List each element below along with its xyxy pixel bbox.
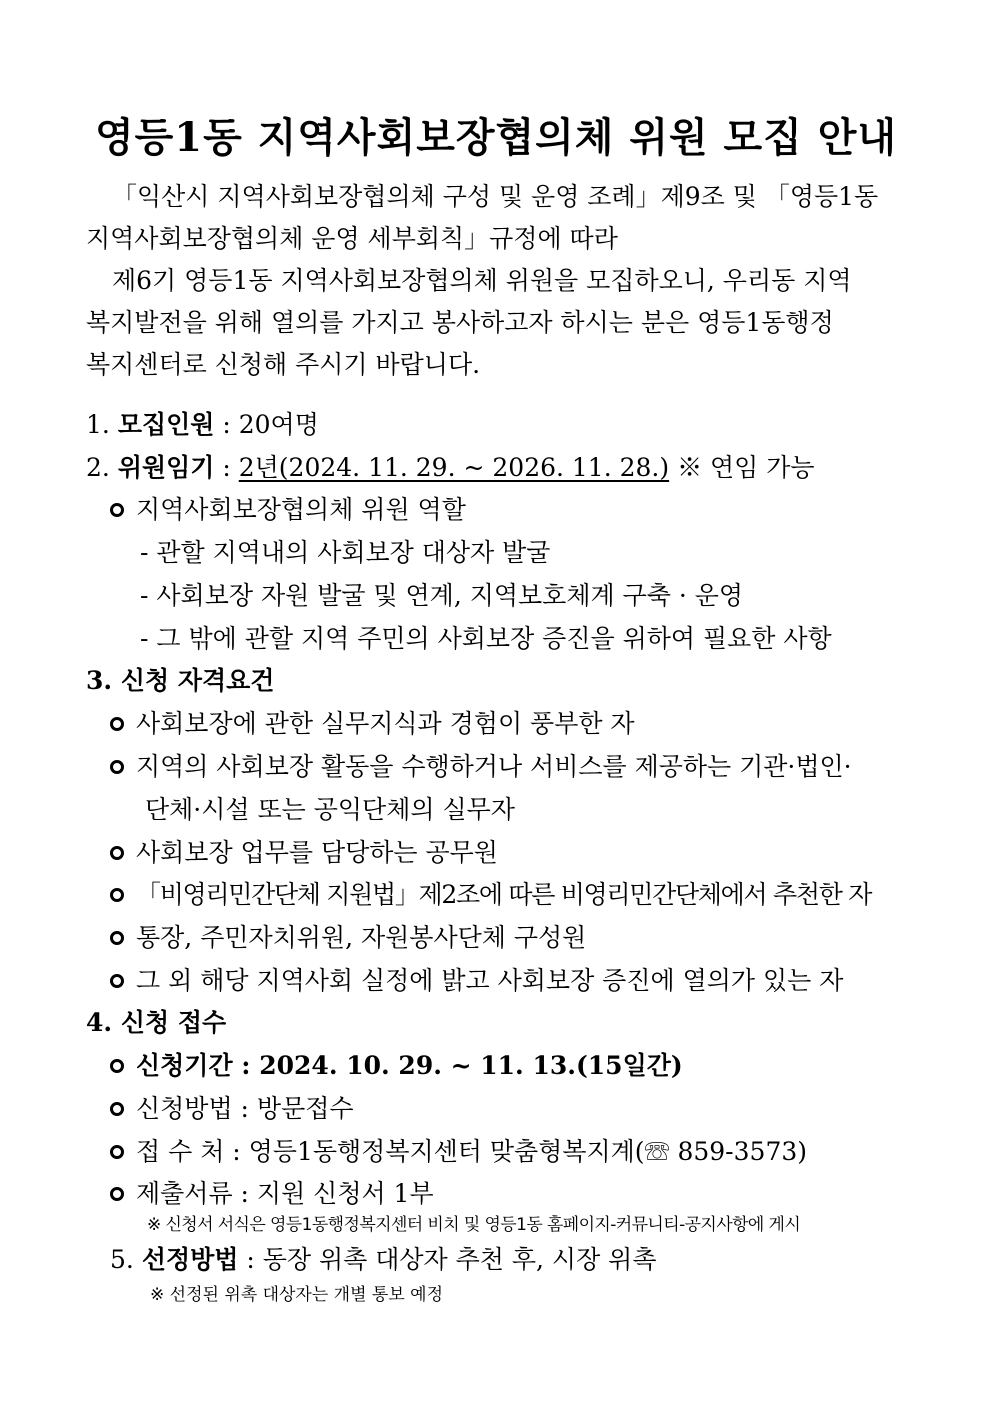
- section-number: 5.: [110, 1245, 134, 1274]
- circle-bullet-icon: [110, 1187, 124, 1201]
- eligibility-text: 지역의 사회보장 활동을 수행하거나 서비스를 제공하는 기관·법인·: [136, 752, 852, 781]
- separator: :: [214, 453, 239, 482]
- section-label: 선정방법: [141, 1245, 239, 1274]
- term-note: ※ 연임 가능: [669, 453, 815, 482]
- circle-bullet-icon: [110, 888, 124, 902]
- term-value: 2년(2024. 11. 29. ~ 2026. 11. 28.): [238, 453, 670, 482]
- intro-line: 지역사회보장협의체 운영 세부회칙」규정에 따라: [86, 224, 618, 253]
- role-item: - 관할 지역내의 사회보장 대상자 발굴: [140, 538, 551, 567]
- circle-bullet-icon: [110, 1059, 124, 1073]
- circle-bullet-icon: [110, 717, 124, 731]
- recruit-count-value: 20여명: [238, 410, 319, 439]
- eligibility-text: 사회보장에 관한 실무지식과 경험이 풍부한 자: [136, 709, 635, 738]
- section-eligibility: [86, 666, 274, 696]
- eligibility-item: [110, 966, 843, 996]
- role-title-text: 지역사회보장협의체 위원 역할: [136, 495, 466, 524]
- section-number: 3.: [86, 666, 113, 695]
- separator: :: [238, 1245, 263, 1274]
- section-label: 신청 접수: [120, 1008, 227, 1037]
- selection-note: ※ 선정된 위촉 대상자는 개별 통보 예정: [150, 1285, 443, 1305]
- application-place-text: 접 수 처 : 영등1동행정복지센터 맞춤형복지계(☏ 859-3573): [136, 1137, 808, 1166]
- separator: :: [214, 410, 239, 439]
- intro-line: 복지센터로 신청해 주시기 바랍니다.: [86, 350, 481, 379]
- application-documents: [110, 1179, 434, 1209]
- role-title: [110, 495, 466, 525]
- section-number: 4.: [86, 1008, 113, 1037]
- application-method-text: 신청방법 : 방문접수: [136, 1094, 354, 1123]
- circle-bullet-icon: [110, 1102, 124, 1116]
- section-recruit-count: [86, 410, 319, 440]
- eligibility-text: 「비영리민간단체 지원법」제2조에 따른 비영리민간단체에서 추천한 자: [136, 880, 872, 909]
- application-period-text: 신청기간 : 2024. 10. 29. ~ 11. 13.(15일간): [136, 1051, 683, 1080]
- section-label: 신청 자격요건: [120, 666, 275, 695]
- application-documents-text: 제출서류 : 지원 신청서 1부: [136, 1179, 434, 1208]
- page-title: 영등1동 지역사회보장협의체 위원 모집 안내: [94, 114, 898, 161]
- intro-line: 제6기 영등1동 지역사회보장협의체 위원을 모집하오니, 우리동 지역: [112, 266, 852, 295]
- circle-bullet-icon: [110, 760, 124, 774]
- section-term: [86, 453, 815, 483]
- circle-bullet-icon: [110, 931, 124, 945]
- eligibility-text: 통장, 주민자치위원, 자원봉사단체 구성원: [136, 923, 587, 952]
- eligibility-text: 사회보장 업무를 담당하는 공무원: [136, 838, 498, 867]
- circle-bullet-icon: [110, 974, 124, 988]
- section-label: 위원임기: [117, 453, 215, 482]
- eligibility-item: [110, 880, 871, 910]
- application-place: [110, 1137, 807, 1167]
- section-number: 1.: [86, 410, 110, 439]
- circle-bullet-icon: [110, 1145, 124, 1159]
- section-number: 2.: [86, 453, 110, 482]
- eligibility-item: [110, 923, 586, 953]
- circle-bullet-icon: [110, 503, 124, 517]
- role-item: - 사회보장 자원 발굴 및 연계, 지역보호체계 구축 · 운영: [140, 581, 744, 610]
- intro-line: 복지발전을 위해 열의를 가지고 봉사하고자 하시는 분은 영등1동행정: [86, 308, 834, 337]
- circle-bullet-icon: [110, 846, 124, 860]
- eligibility-item: [110, 838, 498, 868]
- eligibility-item: [110, 752, 852, 782]
- section-application: [86, 1008, 226, 1038]
- selection-value: 동장 위촉 대상자 추천 후, 시장 위촉: [262, 1245, 657, 1274]
- eligibility-text: 그 외 해당 지역사회 실정에 밝고 사회보장 증진에 열의가 있는 자: [136, 966, 844, 995]
- eligibility-item: [110, 709, 635, 739]
- section-label: 모집인원: [117, 410, 215, 439]
- application-method: [110, 1094, 354, 1124]
- intro-line: 「익산시 지역사회보장협의체 구성 및 운영 조례」제9조 및 「영등1동: [112, 182, 879, 211]
- documents-note: ※ 신청서 서식은 영등1동행정복지센터 비치 및 영등1동 홈페이지-커뮤니티-공지사항에 게시: [147, 1215, 801, 1235]
- role-item: - 그 밖에 관할 지역 주민의 사회보장 증진을 위하여 필요한 사항: [140, 624, 832, 653]
- eligibility-item-continued: 단체·시설 또는 공익단체의 실무자: [145, 795, 515, 824]
- application-period: [110, 1051, 683, 1081]
- section-selection: [110, 1245, 656, 1275]
